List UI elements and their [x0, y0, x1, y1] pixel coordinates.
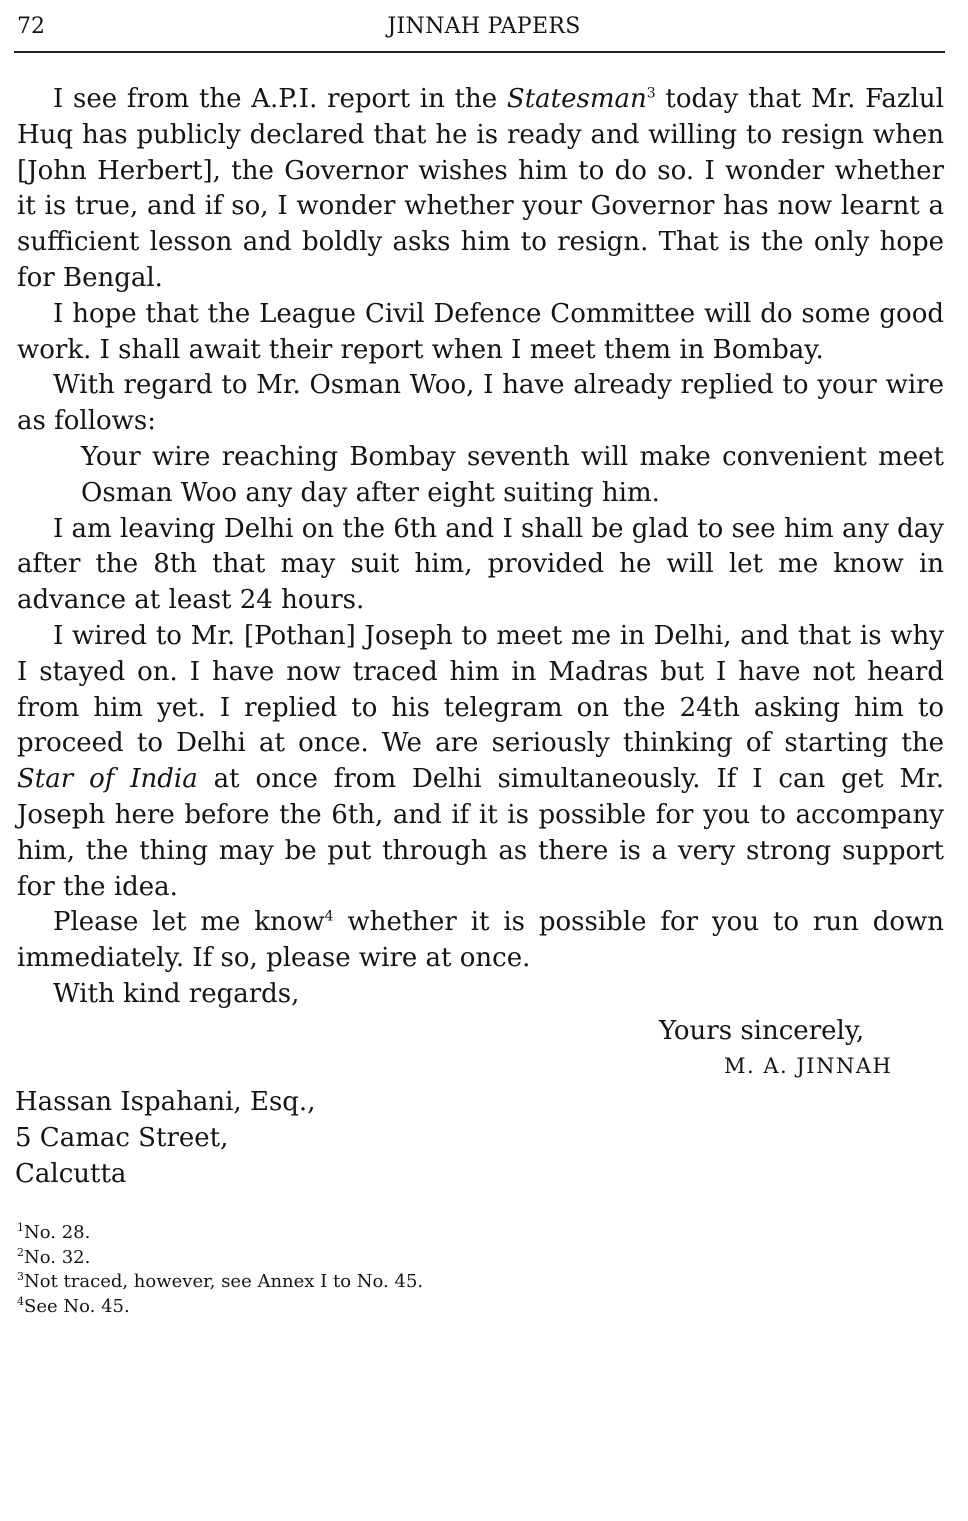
signatory: M. A. JINNAH [724, 1054, 893, 1078]
paragraph: I hope that the League Civil Defence Committee will do some good work. I shall await their report when I meet them in Bombay. [17, 298, 944, 365]
paragraph [17, 619, 944, 905]
footnote [17, 1270, 423, 1295]
header-rule [14, 51, 945, 53]
address-line: Calcutta [15, 1159, 127, 1189]
paragraph [17, 905, 944, 977]
footnote-ref: 4 [324, 908, 334, 925]
newspaper-title: Star of India [17, 764, 198, 795]
footnote-text: Not traced, however, see Annex I to No. 45. [24, 1271, 424, 1292]
paragraph: With regard to Mr. Osman Woo, I have already replied to your wire as follows: [17, 370, 944, 437]
recipient-address [15, 1084, 315, 1192]
paragraph: I am leaving Delhi on the 6th and I shall be glad to see him any day after the 8th that may suit him, provided he will let me know in advance at least 24 hours. [17, 513, 944, 616]
footnote-text: No. 32. [24, 1246, 91, 1268]
telegram-quote: Your wire reaching Bombay seventh will make convenient meet Osman Woo any day after eight suiting him. [81, 441, 944, 508]
footnote-number: 1 [17, 1221, 24, 1234]
newspaper-title: Statesman [506, 84, 647, 114]
letter-body [17, 82, 944, 1013]
footnote-ref: 3 [646, 85, 656, 102]
text-run: I wired to Mr. [Pothan] Joseph to meet me in Delhi, and that is why I stayed on. I have now traced him in Madras but I have not heard from him yet. I replied to his telegram on the 24th asking him to proceed to Delhi at once. We are seriously thinking of starting the [17, 620, 944, 759]
text-run: whether it is possible for you to run down immediately. If so, please wire at once. [17, 907, 945, 974]
page-number: 72 [17, 14, 45, 39]
footnote [17, 1295, 423, 1320]
footnote [17, 1246, 423, 1271]
text-run: today that Mr. Fazlul Huq has publicly declared that he is ready and willing to resign when [John Herbert], the Governor wishes him to do so. I wonder whether it is true, and if so, I wonder whether your Governor has now learnt a sufficient lesson and boldly asks him to resign. That is the only hope for Bengal. [17, 84, 944, 293]
greeting: With kind regards, [53, 978, 300, 1009]
valediction: Yours sincerely, [659, 1016, 865, 1046]
footnote-number: 4 [17, 1294, 24, 1308]
footnote-text: No. 28. [24, 1222, 91, 1243]
footnote-number: 2 [17, 1245, 24, 1259]
text-run: at once from Delhi simultaneously. If I can get Mr. Joseph here before the 6th, and if it is possible for you to accompany him, the thing may be put through as there is a very strong support for the idea. [17, 764, 944, 902]
footnote-text: See No. 45. [24, 1295, 130, 1317]
paragraph [17, 82, 944, 297]
running-head: JINNAH PAPERS [387, 14, 581, 39]
text-run: I see from the A.P.I. report in the [53, 84, 507, 114]
footnote [17, 1221, 423, 1246]
address-line: 5 Camac Street, [15, 1123, 229, 1153]
footnotes [17, 1221, 423, 1319]
text-run: Please let me know [53, 907, 325, 938]
address-line: Hassan Ispahani, Esq., [15, 1087, 316, 1117]
footnote-number: 3 [17, 1270, 24, 1283]
